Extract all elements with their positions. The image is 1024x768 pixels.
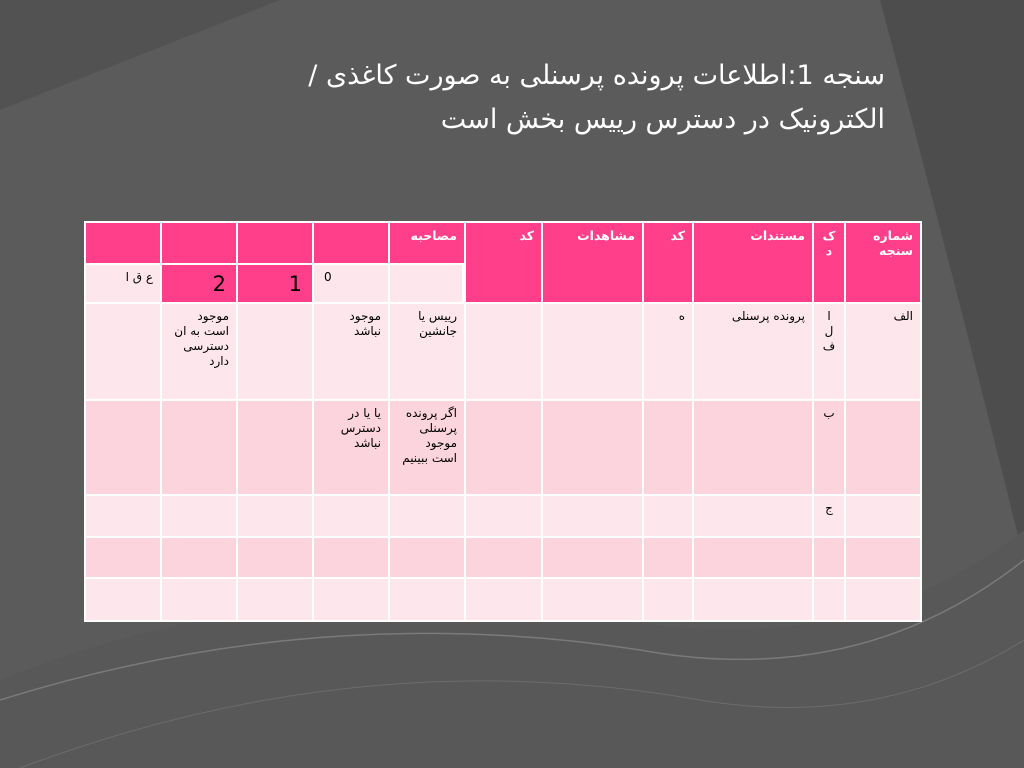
score-1: 1 <box>238 265 312 302</box>
row5-col3 <box>86 579 160 620</box>
header-kod-2: کد <box>644 223 692 302</box>
row2-col2 <box>162 401 236 494</box>
row2-moshahedat <box>543 401 642 494</box>
row3-col0 <box>314 496 388 536</box>
row3-col1 <box>238 496 312 536</box>
row5-kod3 <box>466 579 541 620</box>
row1-shomare: الف <box>846 304 920 399</box>
row2-kod3 <box>466 401 541 494</box>
row3-mosahebe <box>390 496 464 536</box>
score-0: 0 <box>314 265 388 302</box>
row2-shomare <box>846 401 920 494</box>
row5-mostanadat <box>694 579 812 620</box>
row4-col3 <box>86 538 160 577</box>
header-blank-1 <box>314 223 388 263</box>
row4-col2 <box>162 538 236 577</box>
slide-title <box>90 54 885 142</box>
row3-moshahedat <box>543 496 642 536</box>
header-kod-3: کد <box>466 223 541 302</box>
row2-kod: ب <box>814 401 844 494</box>
header-moshahedat: مشاهدات <box>543 223 642 302</box>
row2-mosahebe: اگر پرونده پرسنلی موجود است ببینیم <box>390 401 464 494</box>
row4-col1 <box>238 538 312 577</box>
assessment-table <box>84 221 922 622</box>
header-kod-1: ک د <box>814 223 844 302</box>
row3-shomare <box>846 496 920 536</box>
header-shomare-sanje: شماره سنجه <box>846 223 920 302</box>
row2-col0: یا یا در دسترس نباشد <box>314 401 388 494</box>
header-mosahebe: مصاحبه <box>390 223 464 263</box>
row5-mosahebe <box>390 579 464 620</box>
row5-col1 <box>238 579 312 620</box>
row1-kod: ا ل ف <box>814 304 844 399</box>
subheader-empty <box>390 265 462 302</box>
row4-kod <box>814 538 844 577</box>
row2-kod2 <box>644 401 692 494</box>
header-blank-4 <box>86 223 160 263</box>
row4-shomare <box>846 538 920 577</box>
row3-kod: ج <box>814 496 844 536</box>
row1-mostanadat: پرونده پرسنلی <box>694 304 812 399</box>
score-label: ع ق ا <box>86 265 160 302</box>
header-blank-3 <box>162 223 236 263</box>
row5-shomare <box>846 579 920 620</box>
row3-kod2 <box>644 496 692 536</box>
row4-col0 <box>314 538 388 577</box>
row4-moshahedat <box>543 538 642 577</box>
row1-kod3 <box>466 304 541 399</box>
title-line-2: الکترونیک در دسترس رییس بخش است <box>440 104 885 135</box>
row4-kod3 <box>466 538 541 577</box>
row3-mostanadat <box>694 496 812 536</box>
row1-moshahedat <box>543 304 642 399</box>
row3-col3 <box>86 496 160 536</box>
row1-col3 <box>86 304 160 399</box>
header-blank-2 <box>238 223 312 263</box>
row2-mostanadat <box>694 401 812 494</box>
row1-kod2: ه <box>644 304 692 399</box>
row2-col3 <box>86 401 160 494</box>
row4-kod2 <box>644 538 692 577</box>
row5-col2 <box>162 579 236 620</box>
title-line-1: سنجه 1:اطلاعات پرونده پرسنلی به صورت کاغذی / <box>308 60 885 91</box>
row1-col0: موجود نباشد <box>314 304 388 399</box>
row5-kod2 <box>644 579 692 620</box>
header-mostanadat: مستندات <box>694 223 812 302</box>
row4-mosahebe <box>390 538 464 577</box>
row5-moshahedat <box>543 579 642 620</box>
row1-col1 <box>238 304 312 399</box>
row2-col1 <box>238 401 312 494</box>
row5-col0 <box>314 579 388 620</box>
row4-mostanadat <box>694 538 812 577</box>
score-2: 2 <box>162 265 236 302</box>
row1-col2: موجود است به ان دسترسی دارد <box>162 304 236 399</box>
row3-col2 <box>162 496 236 536</box>
row1-mosahebe: رییس یا جانشین <box>390 304 464 399</box>
row3-kod3 <box>466 496 541 536</box>
row5-kod <box>814 579 844 620</box>
